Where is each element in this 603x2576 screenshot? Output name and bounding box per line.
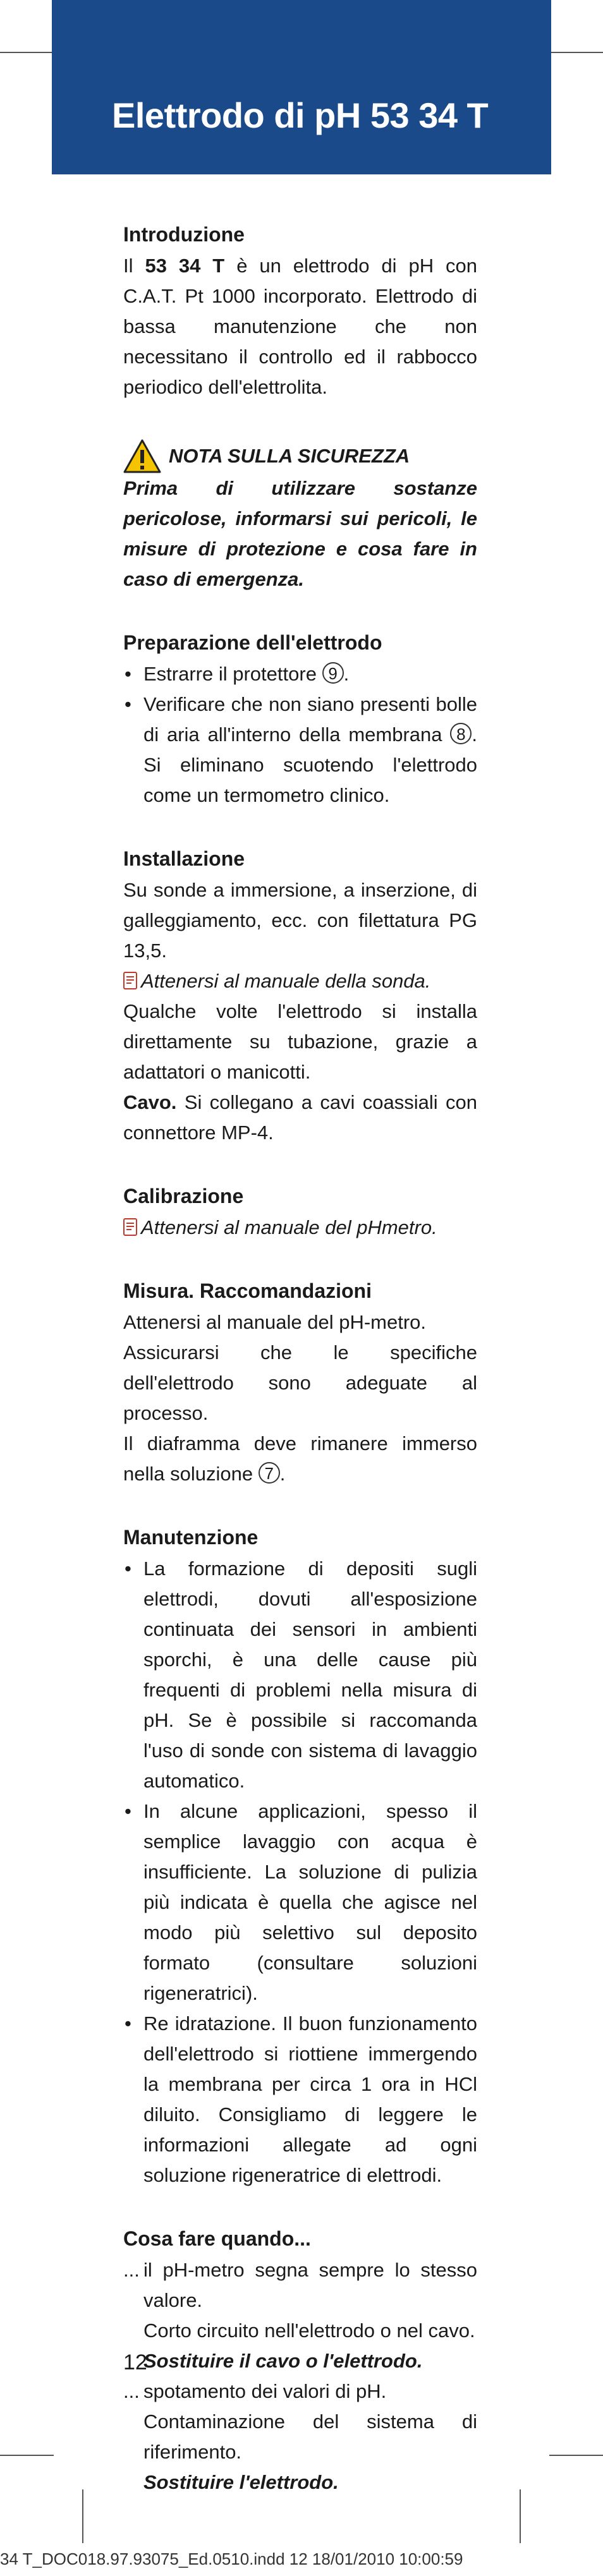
section-title: Introduzione bbox=[123, 223, 245, 246]
cause-text: Corto circuito nell'elettrodo o nel cavo. bbox=[143, 2319, 475, 2342]
intro-text: è un elettrodo di pH con C.A.T. Pt 1000 incorporato. Elettrodo di bassa manutenzione che non necessitano il controllo ed il rabbocco periodico dell'elettrolita. bbox=[123, 255, 478, 398]
list-item: • In alcune applicazioni, spesso il semplice lavaggio con acqua è insufficiente. La soluzione di pulizia più indicata è quella che agisce nel modo più selettivo sul deposito formato (consultare soluzioni rigeneratrici). bbox=[123, 1796, 477, 2009]
ellipsis: ... bbox=[123, 2259, 140, 2281]
warning-icon bbox=[123, 439, 161, 473]
measure-text bbox=[123, 1429, 477, 1489]
preparation-list bbox=[123, 659, 477, 811]
section-measurement bbox=[123, 1274, 477, 1489]
measure-line: Il diaframma deve rimanere immerso nella soluzione bbox=[123, 1432, 477, 1485]
book-reference-icon bbox=[123, 972, 137, 989]
troubleshooting-item bbox=[123, 2376, 477, 2498]
reference-number: 7 bbox=[259, 1462, 280, 1484]
section-title: Calibrazione bbox=[123, 1185, 244, 1207]
list-item-text: . bbox=[343, 663, 350, 685]
measure-line: . bbox=[279, 1463, 286, 1485]
page-number: 12 bbox=[123, 2350, 147, 2374]
section-maintenance bbox=[123, 1521, 477, 2191]
section-safety bbox=[123, 439, 477, 595]
page-title: Elettrodo di pH 53 34 T bbox=[112, 95, 489, 135]
title-banner bbox=[52, 0, 551, 174]
section-title: Misura. Raccomandazioni bbox=[123, 1279, 372, 1302]
section-title: Preparazione dell'elettrodo bbox=[123, 631, 382, 654]
manual-reference bbox=[123, 966, 477, 996]
measure-text: Assicurarsi che le specifiche dell'elettrodo sono adeguate al processo. bbox=[123, 1341, 477, 1424]
crop-mark bbox=[0, 2455, 54, 2456]
document-body bbox=[123, 218, 477, 2529]
book-reference-icon bbox=[123, 1218, 137, 1236]
reference-text: Attenersi al manuale della sonda. bbox=[141, 970, 431, 992]
manual-reference bbox=[123, 1212, 477, 1243]
print-slug: 34 T_DOC018.97.93075_Ed.0510.indd 12 18/01/2010 10:00:59 bbox=[0, 2549, 463, 2568]
section-calibration bbox=[123, 1180, 477, 1243]
list-item-text: Verificare che non siano presenti bolle di aria all'interno della membrana bbox=[143, 693, 477, 746]
crop-mark bbox=[549, 52, 603, 53]
section-title: Manutenzione bbox=[123, 1526, 259, 1549]
section-intro bbox=[123, 218, 477, 402]
safety-heading bbox=[123, 439, 477, 473]
list-item: • La formazione di depositi sugli elettrodi, dovuti all'esposizione continuata dei sensori in ambienti sporchi, è una delle cause più frequenti di problemi nella misura di pH. Se è possibile si raccomanda l'uso di sonde con sistema di lavaggio automatico. bbox=[123, 1554, 477, 1796]
cable-paragraph bbox=[123, 1087, 477, 1148]
intro-lead: Il bbox=[123, 255, 145, 277]
model-number: 53 34 T bbox=[145, 255, 225, 277]
crop-mark bbox=[549, 2455, 603, 2456]
list-item: • Re idratazione. Il buon funzionamento dell'elettrodo si riottiene immergendo la membrana per circa 1 ora in HCl diluito. Consigliamo di leggere le informazioni allegate ad ogni soluzione rigeneratrice di elettrodi. bbox=[123, 2009, 477, 2191]
section-installation bbox=[123, 842, 477, 1148]
maintenance-list bbox=[123, 1554, 477, 2191]
crop-mark bbox=[0, 52, 54, 53]
ellipsis: ... bbox=[123, 2380, 140, 2402]
reference-number: 9 bbox=[322, 662, 344, 684]
symptom-text: il pH-metro segna sempre lo stesso valore. bbox=[143, 2259, 477, 2311]
cable-label: Cavo. bbox=[123, 1091, 177, 1113]
safety-text: Prima di utilizzare sostanze pericolose, informarsi sui pericoli, le misure di protezione e cosa fare in caso di emergenza. bbox=[123, 477, 477, 590]
crop-mark bbox=[82, 2489, 83, 2543]
section-title: Installazione bbox=[123, 847, 245, 870]
list-item bbox=[123, 689, 477, 811]
intro-paragraph bbox=[123, 251, 477, 402]
measure-text: Attenersi al manuale del pH-metro. bbox=[123, 1311, 427, 1333]
safety-title: NOTA SULLA SICUREZZA bbox=[169, 445, 410, 467]
section-troubleshooting bbox=[123, 2222, 477, 2498]
install-text: Qualche volte l'elettrodo si installa direttamente su tubazione, grazie a adattatori o manicotti. bbox=[123, 1000, 477, 1083]
list-item bbox=[123, 659, 477, 689]
install-text: Su sonde a immersione, a inserzione, di galleggiamento, ecc. con filettatura PG 13,5. bbox=[123, 879, 477, 962]
reference-text: Attenersi al manuale del pHmetro. bbox=[141, 1216, 437, 1238]
cable-text: Si collegano a cavi coassiali con connettore MP-4. bbox=[123, 1091, 477, 1144]
fix-text: Sostituire il cavo o l'elettrodo. bbox=[143, 2350, 423, 2372]
reference-number: 8 bbox=[450, 723, 472, 744]
troubleshooting-item bbox=[123, 2255, 477, 2376]
crop-mark bbox=[520, 2489, 521, 2543]
list-item-text: . Si eliminano scuotendo l'elettrodo come un termometro clinico. bbox=[143, 723, 477, 806]
section-preparation bbox=[123, 626, 477, 811]
symptom-text: spotamento dei valori di pH. bbox=[143, 2380, 387, 2402]
section-title: Cosa fare quando... bbox=[123, 2227, 311, 2250]
fix-text: Sostituire l'elettrodo. bbox=[143, 2471, 339, 2493]
list-item-text: Estrarre il protettore bbox=[143, 663, 317, 685]
cause-text: Contaminazione del sistema di riferimento. bbox=[143, 2410, 477, 2463]
